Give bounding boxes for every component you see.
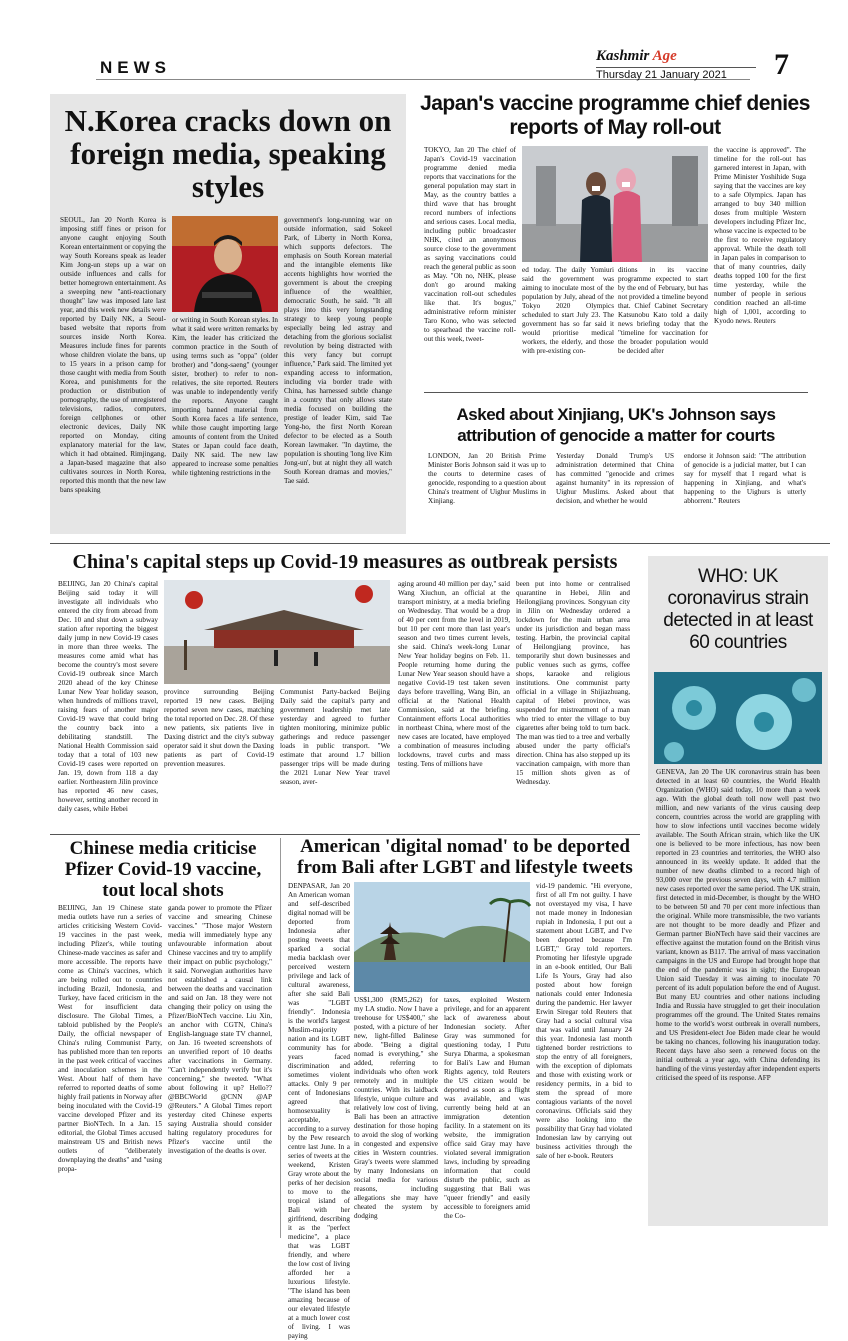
article-japan-col3: ditions in its vaccine programme expected to start by the end of February, but has not provided a timeline beyond that. Chief Cabinet Secretary Katsunobu Kato told a daily news briefing today that the "timeline for vaccination for the broader population would be decided after	[618, 266, 708, 355]
bali-photo	[354, 882, 530, 992]
article-china-headline: China's capital steps up Covid-19 measures as outbreak persists	[72, 551, 618, 573]
page-number: 7	[774, 48, 789, 81]
article-uk-col1: LONDON, Jan 20 British Prime Minister Boris Johnson said it was up to the courts to determine cases of genocide, responding to a question about China's treatment of Uighur Muslims in Xinjiang.	[428, 452, 546, 505]
article-uk-col2: Yesterday Donald Trump's US administration determined that China has committed "genocide and crimes against humanity" in its repression of Uighur Muslims. Asked about that decision, and whether he would	[556, 452, 674, 505]
article-china-col5: been put into home or centralised quarantine in Hebei, Jilin and Heilongjiang provinces. Songyuan city in Jilin on Wednesday ordered a lockdown for the main urban area under its jurisdiction and began mass testing. Harbin, the provincial capital of Heilongjiang province, has temporarily shut down businesses and public venues such as gyms, coffee shops, karaoke and religious institutions. One communist party official in a village in Shijiazhuang, capital of Hebei province, was suspended for mistreatment of a man who tried to enter the village to buy cigarettes after being told to turn back. The man was tied to a tree and verbally abused under the party official's direction. China has also stepped up its vaccination campaign, with more than 15 million shots given as of Wednesday.	[516, 580, 630, 786]
article-japan-col1: TOKYO, Jan 20 The chief of Japan's Covid-19 vaccination programme denied media reports that vaccinations for the general population may start in May, as the country battles a third wave that has brought record numbers of infections and serious cases. Local media, including public broadcaster NHK, cited an anonymous source close to the government as saying vaccinations could reach the general public as soon as May. "Oh no, NHK, please don't go around making vaccination roll-out schedules like that. It's bogus," administrative reform minister Taro Kono, who was selected to spearhead the vaccine roll-out this week, tweet-	[424, 146, 517, 343]
article-bali-headline: American 'digital nomad' to be deported from Bali after LGBT and lifestyle tweets	[297, 836, 633, 878]
section-label: NEWS	[100, 58, 171, 77]
divider-pfizer-bali	[280, 838, 281, 1238]
article-nk-col3: government's long-running war on outside information, said Sokeel Park, of Liberty in North Korea, which supports defectors. The emphasis on South Korean material and the intangible elements like accents highlights how worried the government is about the creeping influence of the wealthier, democratic South, he said. "It all plays into this very longstanding strategy to keep young people especially being led astray and detaching from the glorious socialist revolution by being distracted with this very fancy but corrupt influence," Park said. The limited yet expanding access to information, including via border trade with China, has harnessed subtle change in a country that only allows state media focused on building the prestige of leader Kim, said Tae Yong-ho, the first North Korean defector to be elected as a South Korean lawmaker. "In daytime, the population is shouting 'long live Kim Jong-un', but at night they all watch South Korean dramas and movies," Tae said.	[284, 216, 392, 485]
article-pfizer-col1: BEIJING, Jan 19 Chinese state media outlets have run a series of articles criticising Western Covid-19 vaccines in the past week, including Pfizer's, while touting Chinese-made vaccines as safer and more accessible. The reports have come as China's vaccines, which are being rolled out to countries including Brazil, Indonesia, and Turkey, have faced criticism in the West for insufficient data disclosure. The Global Times, a tabloid published by the People's Daily, the official newspaper of China's ruling Communist Party, has published more than ten reports in the past week critical of vaccines and inoculation schemes in the West. About half of them have referred to reported deaths of some highly frail patients in Norway after being inoculated with the Covid-19 vaccine developed Pfizer and its partner BioNTech. In a Jan. 15 editorial, the Global Times accused mainstream US and British news outlets of "deliberately downplaying the deaths" and "using propa-	[58, 904, 162, 1173]
article-china-col1: BEIJING, Jan 20 China's capital Beijing said today it will investigate all individuals who entered the city from abroad from Dec. 10 and shut down a subway station after reporting the biggest daily jump in new Covid-19 cases in more than three weeks. The measures come amid what has become the country's most severe Covid-19 outbreak since March 2020 ahead of the key Chinese Lunar New Year holiday season, when hundreds of millions travel, raising fears of another major Covid-19 wave that could bring the country back into a debilitating standstill. The National Health Commission said today that a total of 103 new Covid-19 cases were reported on Jan. 19, down from 118 a day earlier. Northeastern Jilin province has reported 46 new cases, however, setting another record in daily cases, while Hebei	[58, 580, 158, 813]
virus-image	[654, 672, 822, 764]
article-nk-col2: or writing in South Korean styles. In what it said were written remarks by Kim, the leader has criticized the common practice in the South of using terms such as "oppa" (older brother) and "dong-saeng" (younger sister, brother) to refer to non-relatives, the site reported. Reuters was unable to independently verify the reports. Anyone caught importing banned material from South Korea faces a life sentence, while those caught importing large amounts of content from the United States or Japan could face death, Daily NK said. The new law appeared to increase some penalties while tightening restrictions in the	[172, 316, 278, 477]
kim-photo	[172, 216, 278, 312]
beijing-photo	[164, 580, 390, 684]
article-pfizer-col2: ganda power to promote the Pfizer vaccine and smearing Chinese vaccines." "Those major Western media will immediately hype any unfavourable information about Chinese vaccines and try to amplify their impact on public psychology," it said. Norwegian authorities have not established a causal link between the deaths and vaccination and said on Jan. 18 they were not changing their policy on using the Pfizer/BioNTech vaccine. Liu Xin, an anchor with CGTN, China's English-language state TV channel, on Jan. 16 tweeted screenshots of an unverified report of 10 deaths after vaccinations in Germany. "Can't independently verify but it's concerning," she tweeted. "What about following it up? Hello?? @BBCWorld @CNN @AP @Reuters." A Global Times report yesterday cited Chinese experts saying Australia should consider halting regulatory procedures for Pfizer's vaccine until the investigation of the deaths is over.	[168, 904, 272, 1155]
article-japan-col4: the vaccine is approved". The timeline for the roll-out has garnered interest in Japan, with Prime Minister Yoshihide Suga saying that the vaccines are key to a safe Olympics. Japan has arranged to buy 340 million doses from multiple Western developers including Pfizer Inc, whose vaccine is expected to be the first to receive regulatory approval. While the death toll in Japan pales in comparison to that of many countries, daily deaths topped 100 for the first time yesterday, while the number of people in serious condition reached an all-time high of 1,001, according to Kyodo news. Reuters	[714, 146, 807, 325]
article-bali-col2: US$1,300 (RM5,262) for my LA studio. Now I have a treehouse for US$400," she posted, with a picture of her new, light-filled Balinese abode. "Being a digital nomad is everything," she added, referring to individuals who often work remotely and in multiple countries. With its laidback lifestyle, unique culture and relatively low cost of living, Bali has been an attractive destination for those hoping to avoid the slog of working in congested and expensive cities in Western countries. Gray's tweets were slammed by many Indonesians on social media for various reasons, including allegations she may have cheated the system by dodging	[354, 996, 438, 1220]
article-who-body: GENEVA, Jan 20 The UK coronavirus strain has been detected in at least 60 countries, the World Health Organization (WHO) said today, 10 more than a week ago. With the global death toll now well past two million, and new variants of the virus causing deep concern, countries across the world are grappling with how to slow infections until vaccines become widely available. The South African strain, which like the UK one is believed to be more infectious, has now been reported in 23 countries and territories, the WHO also announced in its weekly update. It added that the number of new deaths climbed to a record high of 93,000 over the previous seven days, with 4.7 million new cases reported over the same period. The UK strain, first detected in mid-December, is thought by the WHO to be between 50 and 70 per cent more infectious than the original. While more transmissible, the two variants are not thought to be more deadly and Pfizer and German partner BioNTech have said their vaccines are effective against the mutation found on the British virus variant, known as B117. The arrival of mass vaccination campaigns in the US and Europe had brought hope that the end of the pandemic was in sight; the European Union said Tuesday it was aiming to inoculate 70 percent of its adult population before the end of August. But many EU countries and other nations including India and Russia have struggled to get their inoculation programmes off the ground. The United States remains home to the world's worst outbreak in overall numbers, and US President-elect Joe Biden made clear he would be taking no chances, following his inauguration today. Recent days have also seen a renewed focus on the initial outbreak a year ago, with China defending its handling of the virus yesterday after independent experts criticised the speed of its response. AFP	[656, 768, 820, 1082]
article-uk-col3: endorse it Johnson said: "The attribution of genocide is a judicial matter, but I can say for myself that I regard what is happening in Xinjiang, and what's happening to the Uighurs is utterly abhorrent." Reuters	[684, 452, 806, 505]
article-pfizer-headline: Chinese media criticise Pfizer Covid-19 vaccine, tout local shots	[64, 838, 262, 901]
article-china-col2: province surrounding Beijing reported 19 new cases. Beijing reported seven new cases, matching the total reported on Dec. 28. Of these new patients, six patients live in Daxing district and the city's subway operator said it shut down the Daxing patients as part of Covid-19 prevention measures.	[164, 688, 274, 768]
article-japan-col2: ed today. The daily Yomiuri said the government was aiming to inoculate most of the population by July, ahead of the Tokyo 2020 Olympics scheduled to start July 23. The government has so far said it would prioritise medical workers, the elderly, and those with pre-existing con-	[522, 266, 614, 355]
article-japan-headline: Japan's vaccine programme chief denies reports of May roll-out	[420, 92, 810, 139]
article-uk-headline: Asked about Xinjiang, UK's Johnson says attribution of genocide a matter for courts	[456, 405, 776, 445]
article-bali-col1: DENPASAR, Jan 20 An American woman and self-described digital nomad will be deported from Indonesia after posting tweets that sparked a social media backlash over perceived western privilege and lack of cultural awareness, after she said Bali was "LGBT friendly". Indonesia is the world's largest Muslim-majority nation and its LGBT community has for years faced discrimination and sometimes violent attacks. Only 9 per cent of Indonesians agreed that homosexuality is acceptable, according to a survey by the Pew research centre last June. In a series of tweets at the weekend, Kristen Gray wrote about the perks of her decision to move to the tropical island of Bali with her girlfriend, describing it as the "perfect medicine", a place that was LGBT friendly, and where the low cost of living afforded her a luxurious lifestyle. "The island has been amazing because of our elevated lifestyle at a much lower cost of living. I was paying	[288, 882, 350, 1340]
divider-japan-uk	[424, 392, 808, 393]
article-china-col4: aging around 40 million per day," said Wang Xiuchun, an official at the transport ministry, at a media briefing on Wednesday. That would be a drop of 40 per cent from the level in 2019, but 10 per cent more than last year's season and two times current levels, she said. China's week-long Lunar New Year holiday begins on Feb. 11. People returning home during the Lunar New Year season should have a negative Covid-19 test taken seven days before travelling, Wang Bin, an official at the National Health Commission, said at the briefing. Containment efforts Local authorities in northeast China, where most of the new cases are located, have employed a combination of measures including lockdowns, travel curbs and mass testing. Tens of millions have	[398, 580, 510, 768]
article-nk-col1: SEOUL, Jan 20 North Korea is imposing stiff fines or prison for anyone caught enjoying South Korean entertainment or copying the way South Koreans speak as leader Kim Jong-un steps up a war on outside influences and calls for better homegrown entertainment. As a sweeping new "anti-reactionary thought" law was imposed late last year, and this week new details were reported by Daily NK, a Seoul-based website that reports from sources inside North Korea. Measures include fines for parents whose children violate the bans, up to 15 years in a prison camp for those caught with media from South Korea, and punishments for the production or distribution of pornography, the use of unregistered televisions, radios, computers, foreign cellphones or other electronic devices, Daily NK reported on Monday, citing explanatory material for the law, which it had obtained. Rimjingang, a Japan-based magazine that also cultivates sources in North Korea, reported this month that the new law bans speaking	[60, 216, 166, 494]
article-bali-col3: taxes, exploited Western privilege, and for an apparent lack of awareness about Indonesian society. After Gray was summoned for questioning today, I Putu Surya Dharma, a spokesman for Bali's Law and Human Rights agency, told Reuters the US citizen would be deported as soon as a flight was available, and was currently being held at an immigration detention facility. In a statement on its website, the immigration office said Gray may have violated several immigration laws, including by spreading information that could disturb the public, such as suggesting that Bali was "queer friendly" and easily accessible to foreigners amid the Co-	[444, 996, 530, 1220]
masthead	[596, 48, 756, 81]
article-bali-col4: vid-19 pandemic. "Hi everyone, first of all I'm not guilty. I have not overstayed my visa, I have not made money in Indonesian rupiah in Indonesia, I put out a statement about LGBT, and I've been deported because I'm LGBT," Gray told reporters. Promoting her lifestyle upgrade in an e-book entitled, Our Bali Life Is Yours, Gray had also posted about how foreign nationals could enter Indonesia during the pandemic. Her lawyer Erwin Siregar told Reuters that Gray had a social cultural visa that was valid until January 24 this year. Indonesia last month tightened border restrictions to stop the entry of all foreigners, with the exception of diplomats and those with existing work or residency permits, in a bid to stem the spread of more contagious variants of the novel coronavirus. Officials said they were also looking into the possibility that Gray had violated Indonesian law by carrying out business activities through the sale of her e-book. Reuters	[536, 882, 632, 1160]
article-nk-headline: N.Korea cracks down on foreign media, speaking styles	[64, 103, 392, 204]
divider-mid-bottom	[50, 834, 640, 835]
issue-date: Thursday 21 January 2021	[596, 67, 756, 81]
japan-photo	[522, 146, 708, 262]
masthead-name: Kashmir Age	[596, 48, 677, 64]
divider-top-mid	[50, 543, 830, 544]
article-china-col3: Communist Party-backed Beijing Daily said the capital's party and government leadership met late yesterday and agreed to further tighten monitoring, minimize public gatherings and reduce passenger loads in public transport. "We estimate that around 1.7 billion passenger trips will be made during the 2021 Lunar New Year travel season, aver-	[280, 688, 390, 786]
article-who-headline: WHO: UK coronavirus strain detected in at least 60 countries	[663, 566, 813, 653]
